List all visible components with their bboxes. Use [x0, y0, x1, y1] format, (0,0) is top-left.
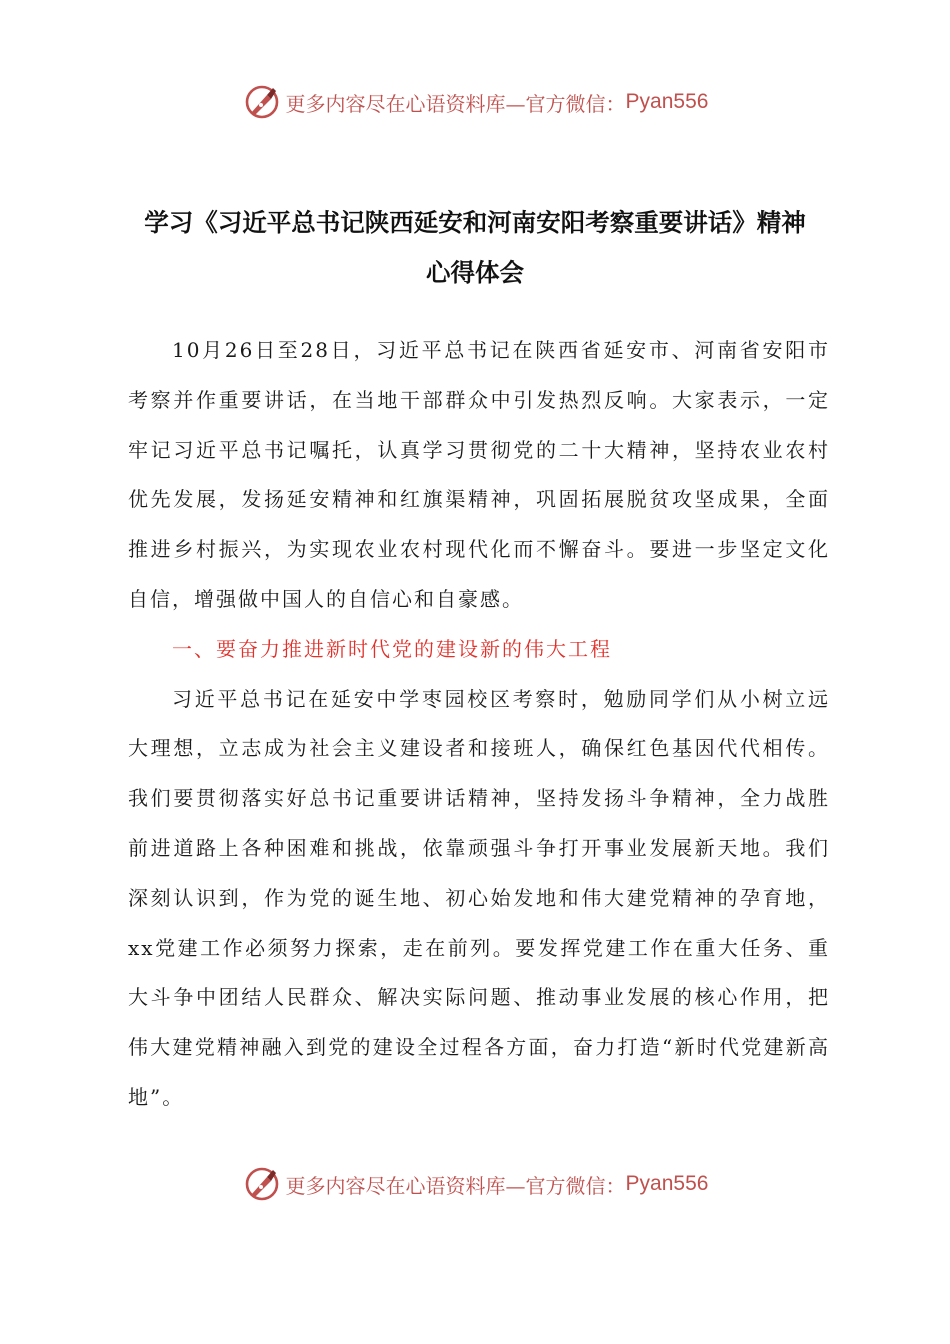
paragraph-intro: 10月26日至28日，习近平总书记在陕西省延安市、河南省安阳市考察并作重要讲话，在当地干部群众中引发热烈反响。大家表示，一定牢记习近平总书记嘱托，认真学习贯彻党的二十大精神，坚持农业农村优先发展，发扬延安精神和红旗渠精神，巩固拓展脱贫攻坚成果，全面推进乡村振兴，为实现农业农村现代化而不懈奋斗。要进一步坚定文化自信，增强做中国人的自信心和自豪感。 [128, 338, 830, 611]
banner-text: 更多内容尽在心语资料库—官方微信： [285, 91, 626, 116]
title-line-2: 心得体会 [426, 258, 524, 287]
pen-nib-logo-icon [242, 1164, 282, 1204]
document-body [128, 326, 830, 1123]
paragraph-section-1: 习近平总书记在延安中学枣园校区考察时，勉励同学们从小树立远大理想，立志成为社会主义建设者和接班人，确保红色基因代代相传。我们要贯彻落实好总书记重要讲话精神，坚持发扬斗争精神，全力战胜前进道路上各种困难和挑战，依靠顽强斗争打开事业发展新天地。我们深刻认识到，作为党的诞生地、初心始发地和伟大建党精神的孕育地，xx党建工作必须努力探索，走在前列。要发挥党建工作在重大任务、重大斗争中团结人民群众、解决实际问题、推动事业发展的核心作用，把伟大建党精神融入到党的建设全过程各方面，奋力打造“新时代党建新高地”。 [128, 686, 830, 1109]
document-title [100, 198, 850, 298]
banner-text: 更多内容尽在心语资料库—官方微信： [285, 1173, 626, 1198]
footer-banner [0, 1162, 950, 1206]
header-banner [0, 80, 950, 124]
pen-nib-logo-icon [242, 82, 282, 122]
banner-wechat-id: Pyan556 [625, 1172, 709, 1195]
title-line-1: 学习《习近平总书记陕西延安和河南安阳考察重要讲话》精神 [144, 208, 806, 237]
banner-wechat-id: Pyan556 [625, 90, 709, 113]
section-heading: 一、要奋力推进新时代党的建设新的伟大工程 [172, 636, 612, 661]
